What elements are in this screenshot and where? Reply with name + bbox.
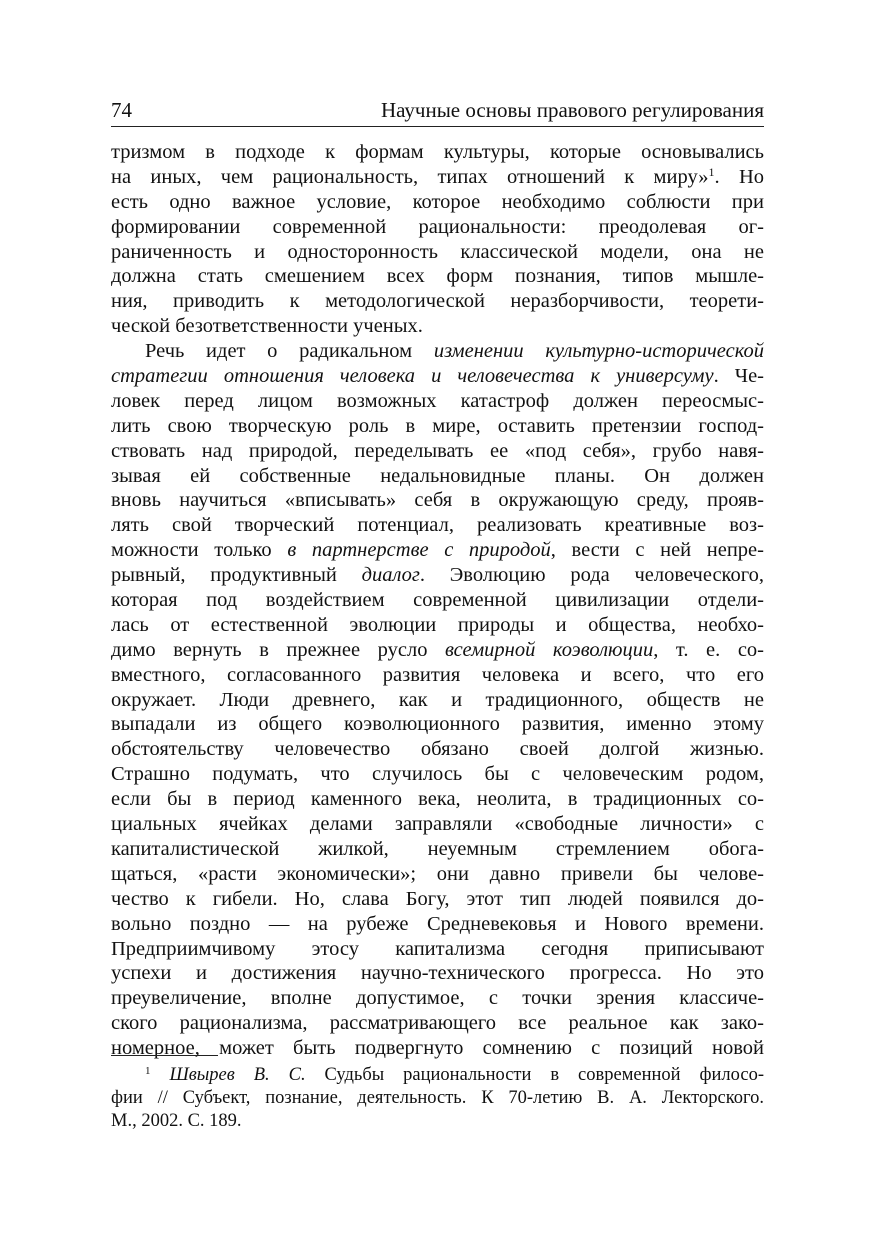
text-line: вместного, согласованного развития человека и всего, что его (111, 663, 764, 686)
text-line: лять свой творческий потенциал, реализовать креативные воз- (111, 514, 764, 537)
text-line: Речь идет о радикальном изменении культурно-исторической (145, 340, 765, 363)
text-line: есть одно важное условие, которое необходимо соблюсти при (111, 190, 764, 213)
page-number: 74 (111, 98, 132, 122)
italic-phrase: изменении культурно-исторической (433, 340, 765, 363)
footnote-line: М., 2002. С. 189. (111, 1111, 242, 1131)
text-line: раниченность и односторонность классической модели, она не (111, 240, 764, 263)
footnote-mark: 1 (145, 1065, 151, 1077)
text-line: ния, приводить к методологической неразборчивости, теорети- (111, 290, 764, 313)
text-line: успехи и достижения научно-технического прогресса. Но это (111, 962, 764, 985)
italic-phrase: стратегии отношения человека и человечества к универсуму (111, 365, 714, 388)
text-line: которая под воздействием современной цивилизации отдели- (111, 589, 764, 612)
text-line: Страшно подумать, что случилось бы с человеческим родом, (111, 763, 764, 786)
running-title: Научные основы правового регулирования (380, 98, 764, 122)
text-line: на иных, чем рациональность, типах отношений к миру»$^1$. Но (111, 164, 764, 188)
text-line: выпадали из общего коэволюционного развития, именно этому (111, 713, 764, 736)
footnote-author: Швырев В. С. (169, 1065, 306, 1085)
footnote-divider (111, 1055, 218, 1056)
footnote-ref: 1 (708, 164, 715, 179)
body-text (111, 140, 764, 1061)
text-line: номерное, может быть подвергнуто сомнению с позиций новой (111, 1037, 764, 1060)
text-line: стратегии отношения человека и человечества к универсуму. Че- (111, 365, 765, 388)
running-head (111, 96, 764, 127)
text-line: преувеличение, вполне допустимое, с точки зрения классиче- (111, 987, 764, 1010)
text-line: чество к гибели. Но, слава Богу, этот тип людей появился до- (111, 887, 764, 910)
italic-phrase: диалог (361, 564, 420, 587)
text-line: обстоятельству человечество обязано своей долгой жизнью. (111, 738, 764, 761)
text-line: капиталистической жилкой, неуемным стремлением обога- (111, 837, 764, 860)
italic-phrase: всемирной коэволюции (445, 638, 654, 661)
text-line: щаться, «расти экономически»; они давно привели бы челове- (111, 862, 764, 885)
text-line: если бы в период каменного века, неолита, в традиционных со- (111, 788, 764, 811)
text-line: формировании современной рациональности: преодолевая ог- (111, 215, 764, 238)
text-line: окружает. Люди древнего, как и традиционного, обществ не (111, 688, 764, 711)
text-line: Предприимчивому этосу капитализма сегодня приписывают (111, 937, 764, 960)
text-line: рывный, продуктивный диалог. Эволюцию рода человеческого, (111, 564, 764, 587)
footnote-line: фии // Субъект, познание, деятельность. К 70-летию В. А. Лекторского. (111, 1088, 764, 1108)
text-line: должна стать смешением всех форм познания, типов мышле- (111, 265, 764, 288)
text-line: лась от естественной эволюции природы и общества, необхо- (111, 613, 764, 636)
text-line: ского рационализма, рассматривающего все реальное как зако- (111, 1012, 764, 1035)
text-line: лить свою творческую роль в мире, оставить претензии господ- (111, 414, 764, 437)
text-line: тризмом в подходе к формам культуры, которые основывались (111, 141, 764, 163)
text-line: зывая ей собственные недальновидные планы. Он должен (111, 464, 764, 487)
text-line: можности только в партнерстве с природой, вести с ней непре- (111, 539, 764, 562)
text-line: ческой безответственности ученых. (111, 315, 423, 338)
italic-phrase: в партнерстве с природой (287, 539, 551, 562)
text-line: вольно поздно — на рубеже Средневековья и Нового времени. (111, 912, 764, 935)
text-line: циальных ячейках делами заправляли «свободные личности» с (111, 813, 764, 836)
text-line: димо вернуть в прежнее русло всемирной коэволюции, т. е. со- (111, 638, 764, 661)
text-line: ствовать над природой, переделывать ее «под себя», грубо навя- (111, 439, 764, 462)
footnote-line: $^1$ Швырев В. С. Судьбы рациональности в современной филосо- (145, 1065, 764, 1085)
text-line: вновь научиться «вписывать» себя в окружающую среду, прояв- (111, 489, 764, 512)
footnote (111, 1064, 764, 1133)
text-line: ловек перед лицом возможных катастроф должен переосмыс- (111, 389, 764, 412)
